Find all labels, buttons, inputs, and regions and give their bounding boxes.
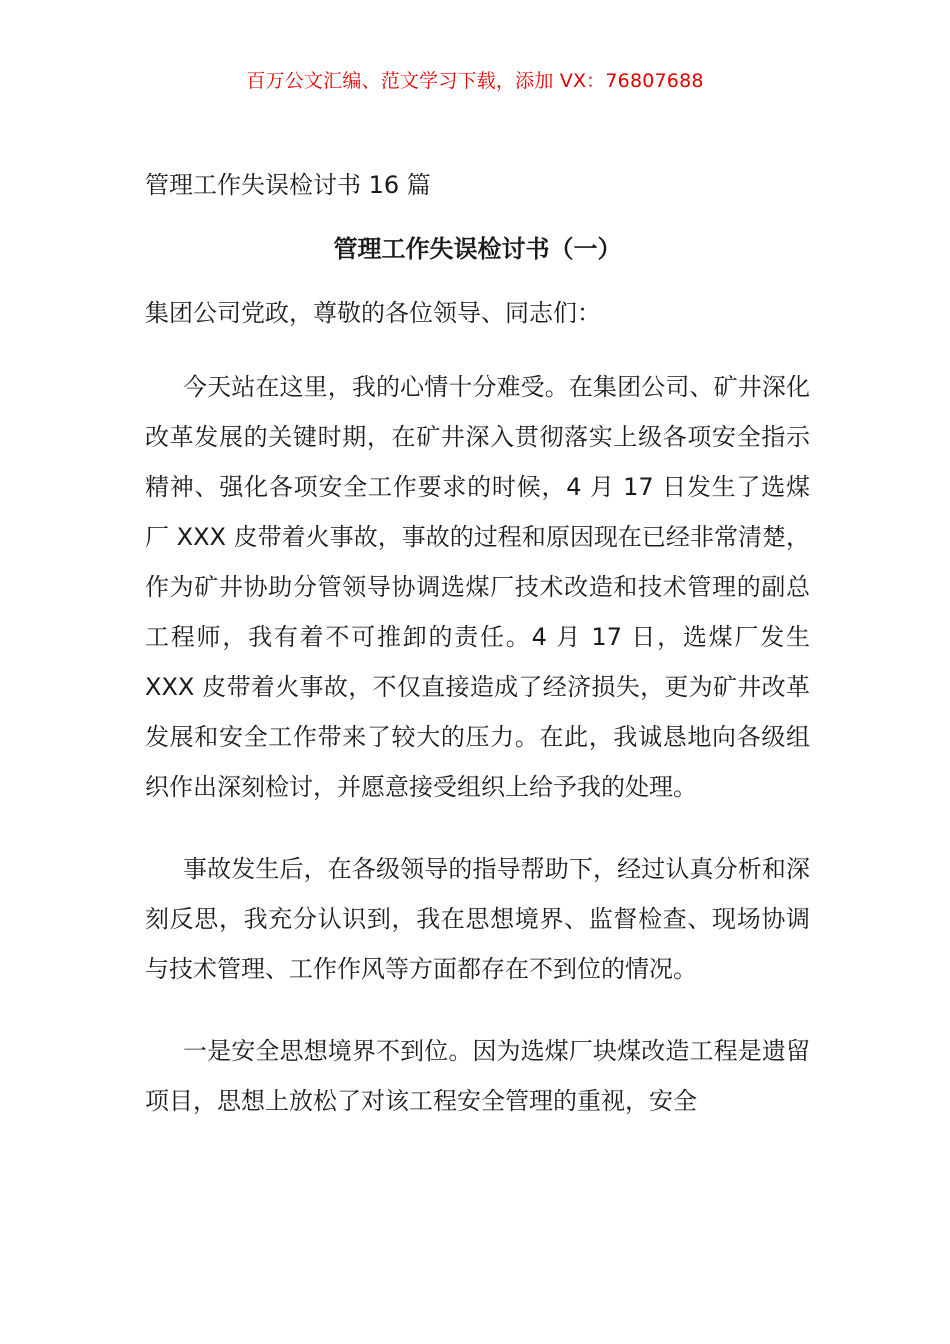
document-body (145, 168, 810, 1126)
header-banner: 百万公文汇编、范文学习下载，添加 VX：76807688 (246, 70, 704, 92)
paragraph-2: 事故发生后，在各级领导的指导帮助下，经过认真分析和深刻反思，我充分认识到，我在思想境界、监督检查、现场协调与技术管理、工作作风等方面都存在不到位的情况。 (145, 855, 810, 983)
paragraph-3: 一是安全思想境界不到位。因为选煤厂块煤改造工程是遗留项目，思想上放松了对该工程安全管理的重视，安全 (145, 1037, 810, 1115)
salutation: 集团公司党政，尊敬的各位领导、同志们： (145, 299, 601, 327)
paragraph-1: 今天站在这里，我的心情十分难受。在集团公司、矿井深化改革发展的关键时期，在矿井深入贯彻落实上级各项安全指示精神、强化各项安全工作要求的时候，4 月 17 日发生了选煤厂 XXX 皮带着火事故，事故的过程和原因现在已经非常清楚，作为矿井协助分管领导协调选煤厂技术改造和技术管理的副总工程师，我有着不可推卸的责任。4 月 17 日，选煤厂发生 XXX 皮带着火事故，不仅直接造成了经济损失，更为矿井改革发展和安全工作带来了较大的压力。在此，我诚恳地向各级组织作出深刻检讨，并愿意接受组织上给予我的处理。 (145, 373, 810, 801)
section-title: 管理工作失误检讨书（一） (333, 235, 622, 263)
document-title: 管理工作失误检讨书 16 篇 (145, 171, 431, 199)
